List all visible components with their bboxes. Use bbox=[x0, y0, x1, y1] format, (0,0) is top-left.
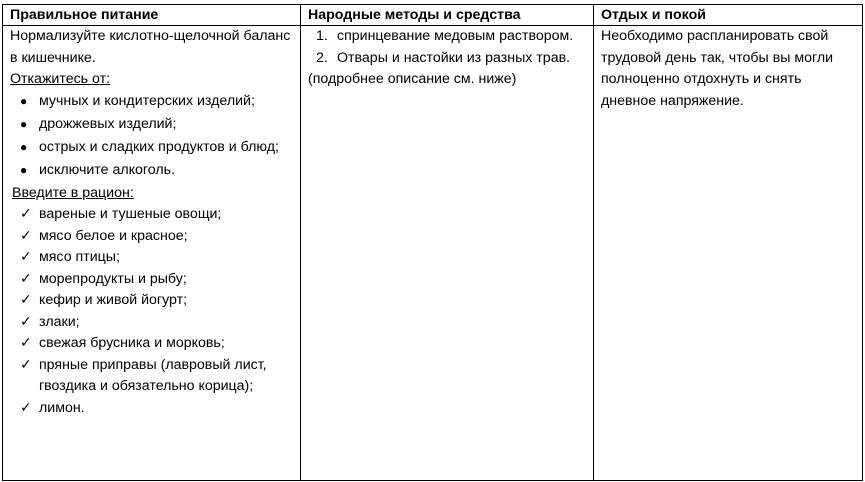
avoid-heading: Откажитесь от: bbox=[10, 71, 111, 87]
list-item bbox=[10, 226, 294, 248]
list-item bbox=[10, 91, 294, 113]
list-item bbox=[10, 114, 294, 136]
list-item bbox=[10, 398, 294, 420]
list-item bbox=[308, 26, 587, 48]
add-heading: Введите в рацион: bbox=[12, 184, 134, 201]
list-item-text: лимон. bbox=[39, 399, 85, 416]
list-item-text: морепродукты и рыбу; bbox=[39, 270, 187, 287]
list-item bbox=[10, 269, 294, 291]
list-item-text: исключите алкоголь. bbox=[39, 161, 175, 178]
header-row bbox=[3, 5, 863, 26]
checkmark-icon: ✓ bbox=[20, 292, 32, 308]
add-list bbox=[10, 204, 294, 419]
checkmark-icon: ✓ bbox=[20, 270, 32, 287]
checkmark-icon: ✓ bbox=[20, 399, 32, 416]
folk-methods-list bbox=[308, 26, 587, 69]
advice-table bbox=[2, 4, 863, 481]
nutrition-cell bbox=[3, 26, 301, 481]
checkmark-icon: ✓ bbox=[20, 249, 32, 265]
list-item-text: спринцевание медовым раствором. bbox=[337, 28, 574, 44]
list-item bbox=[10, 290, 294, 312]
list-item-text: кефир и живой йогурт; bbox=[39, 292, 188, 308]
rest-cell bbox=[594, 26, 863, 481]
list-item-text: свежая брусника и морковь; bbox=[39, 335, 225, 351]
rest-text: Необходимо распланировать свой трудовой день так, чтобы вы могли полноценно отдохнуть и снять дневное напряжение. bbox=[601, 28, 834, 109]
list-number: 1. bbox=[316, 28, 328, 44]
list-item bbox=[10, 204, 294, 226]
list-item-text: острых и сладких продуктов и блюд; bbox=[39, 138, 279, 155]
checkmark-icon: ✓ bbox=[20, 356, 32, 373]
bullet-icon: ● bbox=[20, 139, 28, 154]
list-item bbox=[308, 48, 587, 70]
bullet-icon: ● bbox=[20, 162, 28, 177]
list-item bbox=[10, 247, 294, 269]
list-item bbox=[10, 333, 294, 355]
header-nutrition: Правильное питание bbox=[3, 5, 301, 26]
avoid-list bbox=[10, 91, 294, 182]
header-folk-methods: Народные методы и средства bbox=[301, 5, 594, 26]
list-item-text: пряные приправы (лавровый лист, гвоздика и обязательно корица); bbox=[39, 356, 267, 394]
list-item-text: мучных и кондитерских изделий; bbox=[39, 92, 255, 109]
list-item bbox=[10, 137, 294, 159]
list-item bbox=[10, 355, 294, 398]
bullet-icon: ● bbox=[20, 93, 28, 108]
list-item bbox=[10, 312, 294, 334]
list-item bbox=[10, 160, 294, 182]
checkmark-icon: ✓ bbox=[20, 206, 32, 222]
bullet-icon: ● bbox=[20, 116, 28, 131]
list-item-text: Отвары и настойки из разных трав. bbox=[337, 49, 571, 66]
content-row bbox=[3, 26, 863, 481]
list-item-text: дрожжевых изделий; bbox=[39, 115, 177, 132]
list-item-text: вареные и тушеные овощи; bbox=[39, 206, 222, 222]
checkmark-icon: ✓ bbox=[20, 313, 32, 330]
details-note: (подробнее описание см. ниже) bbox=[308, 71, 517, 87]
header-rest: Отдых и покой bbox=[594, 5, 863, 26]
list-item-text: мясо птицы; bbox=[39, 249, 120, 265]
list-number: 2. bbox=[316, 49, 328, 66]
list-item-text: мясо белое и красное; bbox=[39, 227, 188, 244]
checkmark-icon: ✓ bbox=[20, 335, 32, 351]
folk-methods-cell bbox=[301, 26, 594, 481]
nutrition-intro: Нормализуйте кислотно-щелочной баланс в кишечнике. bbox=[10, 28, 291, 66]
checkmark-icon: ✓ bbox=[20, 227, 32, 244]
list-item-text: злаки; bbox=[39, 313, 80, 330]
